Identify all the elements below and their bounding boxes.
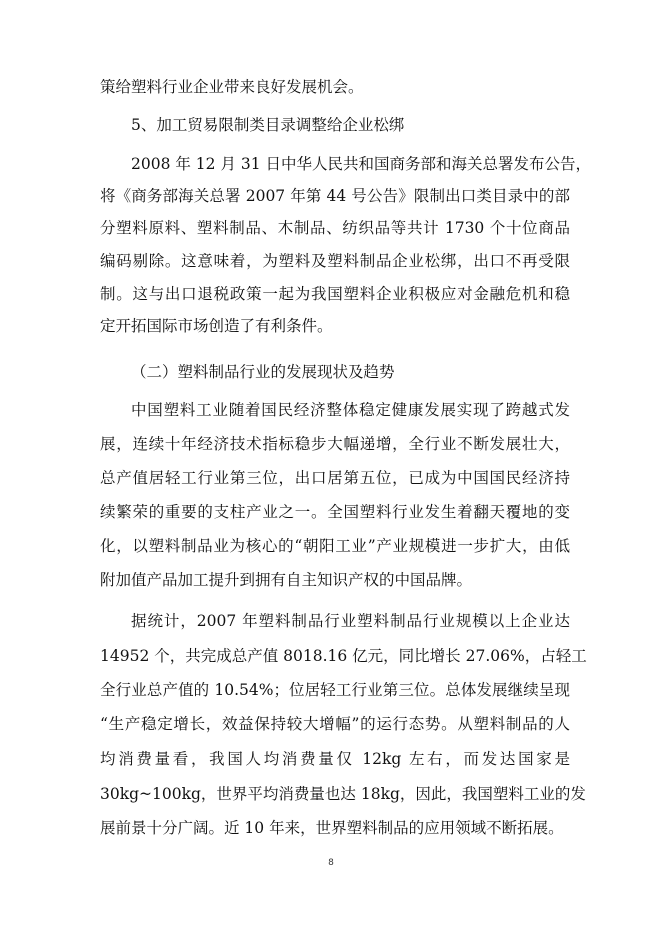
paragraph-line: “生产稳定增长，效益保持较大增幅”的运行态势。从塑料制品的人 (100, 715, 570, 733)
paragraph-line: 定开拓国际市场创造了有利条件。 (100, 317, 333, 335)
paragraph-line: 将《商务部海关总署 2007 年第 44 号公告》限制出口类目录中的部 (100, 187, 570, 205)
paragraph-line: 展前景十分广阔。近 10 年来，世界塑料制品的应用领域不断拓展。 (100, 819, 564, 837)
paragraph-line: 化，以塑料制品业为核心的“朝阳工业”产业规模进一步扩大，由低 (100, 537, 570, 555)
paragraph-line: 30kg~100kg，世界平均消费量也达 18kg，因此，我国塑料工业的发 (100, 785, 586, 803)
paragraph-line: 全行业总产值的 10.54%；位居轻工行业第三位。总体发展继续呈现 (100, 681, 570, 699)
section-heading: （二）塑料制品行业的发展现状及趋势 (131, 363, 395, 381)
paragraph-line: 据统计，2007 年塑料制品行业塑料制品行业规模以上企业达 (131, 612, 570, 630)
page-number: 8 (328, 858, 334, 868)
paragraph-line: 策给塑料行业企业带来良好发展机会。 (100, 78, 364, 96)
paragraph-line: 14952 个，共完成总产值 8018.16 亿元，同比增长 27.06%，占轻工 (100, 647, 587, 665)
paragraph-line: 中国塑料工业随着国民经济整体稳定健康发展实现了跨越式发 (131, 401, 570, 419)
paragraph-line: 展，连续十年经济技术指标稳步大幅递增，全行业不断发展壮大， (100, 435, 570, 453)
paragraph-line: 总产值居轻工行业第三位，出口居第五位，已成为中国国民经济持 (100, 469, 570, 487)
paragraph-line: 制。这与出口退税政策一起为我国塑料企业积极应对金融危机和稳 (100, 285, 570, 303)
paragraph-line: 均消费量看，我国人均消费量仅 12kg 左右，而发达国家是 (100, 750, 570, 768)
paragraph-line: 编码剔除。这意味着，为塑料及塑料制品企业松绑，出口不再受限 (100, 252, 570, 270)
section-heading: 5、加工贸易限制类目录调整给企业松绑 (131, 116, 405, 134)
paragraph-line: 分塑料原料、塑料制品、木制品、纺织品等共计 1730 个十位商品 (100, 219, 570, 237)
paragraph-line: 续繁荣的重要的支柱产业之一。全国塑料行业发生着翻天覆地的变 (100, 503, 570, 521)
paragraph-line: 附加值产品加工提升到拥有自主知识产权的中国品牌。 (100, 571, 473, 589)
paragraph-line: 2008 年 12 月 31 日中华人民共和国商务部和海关总署发布公告， (131, 155, 592, 173)
